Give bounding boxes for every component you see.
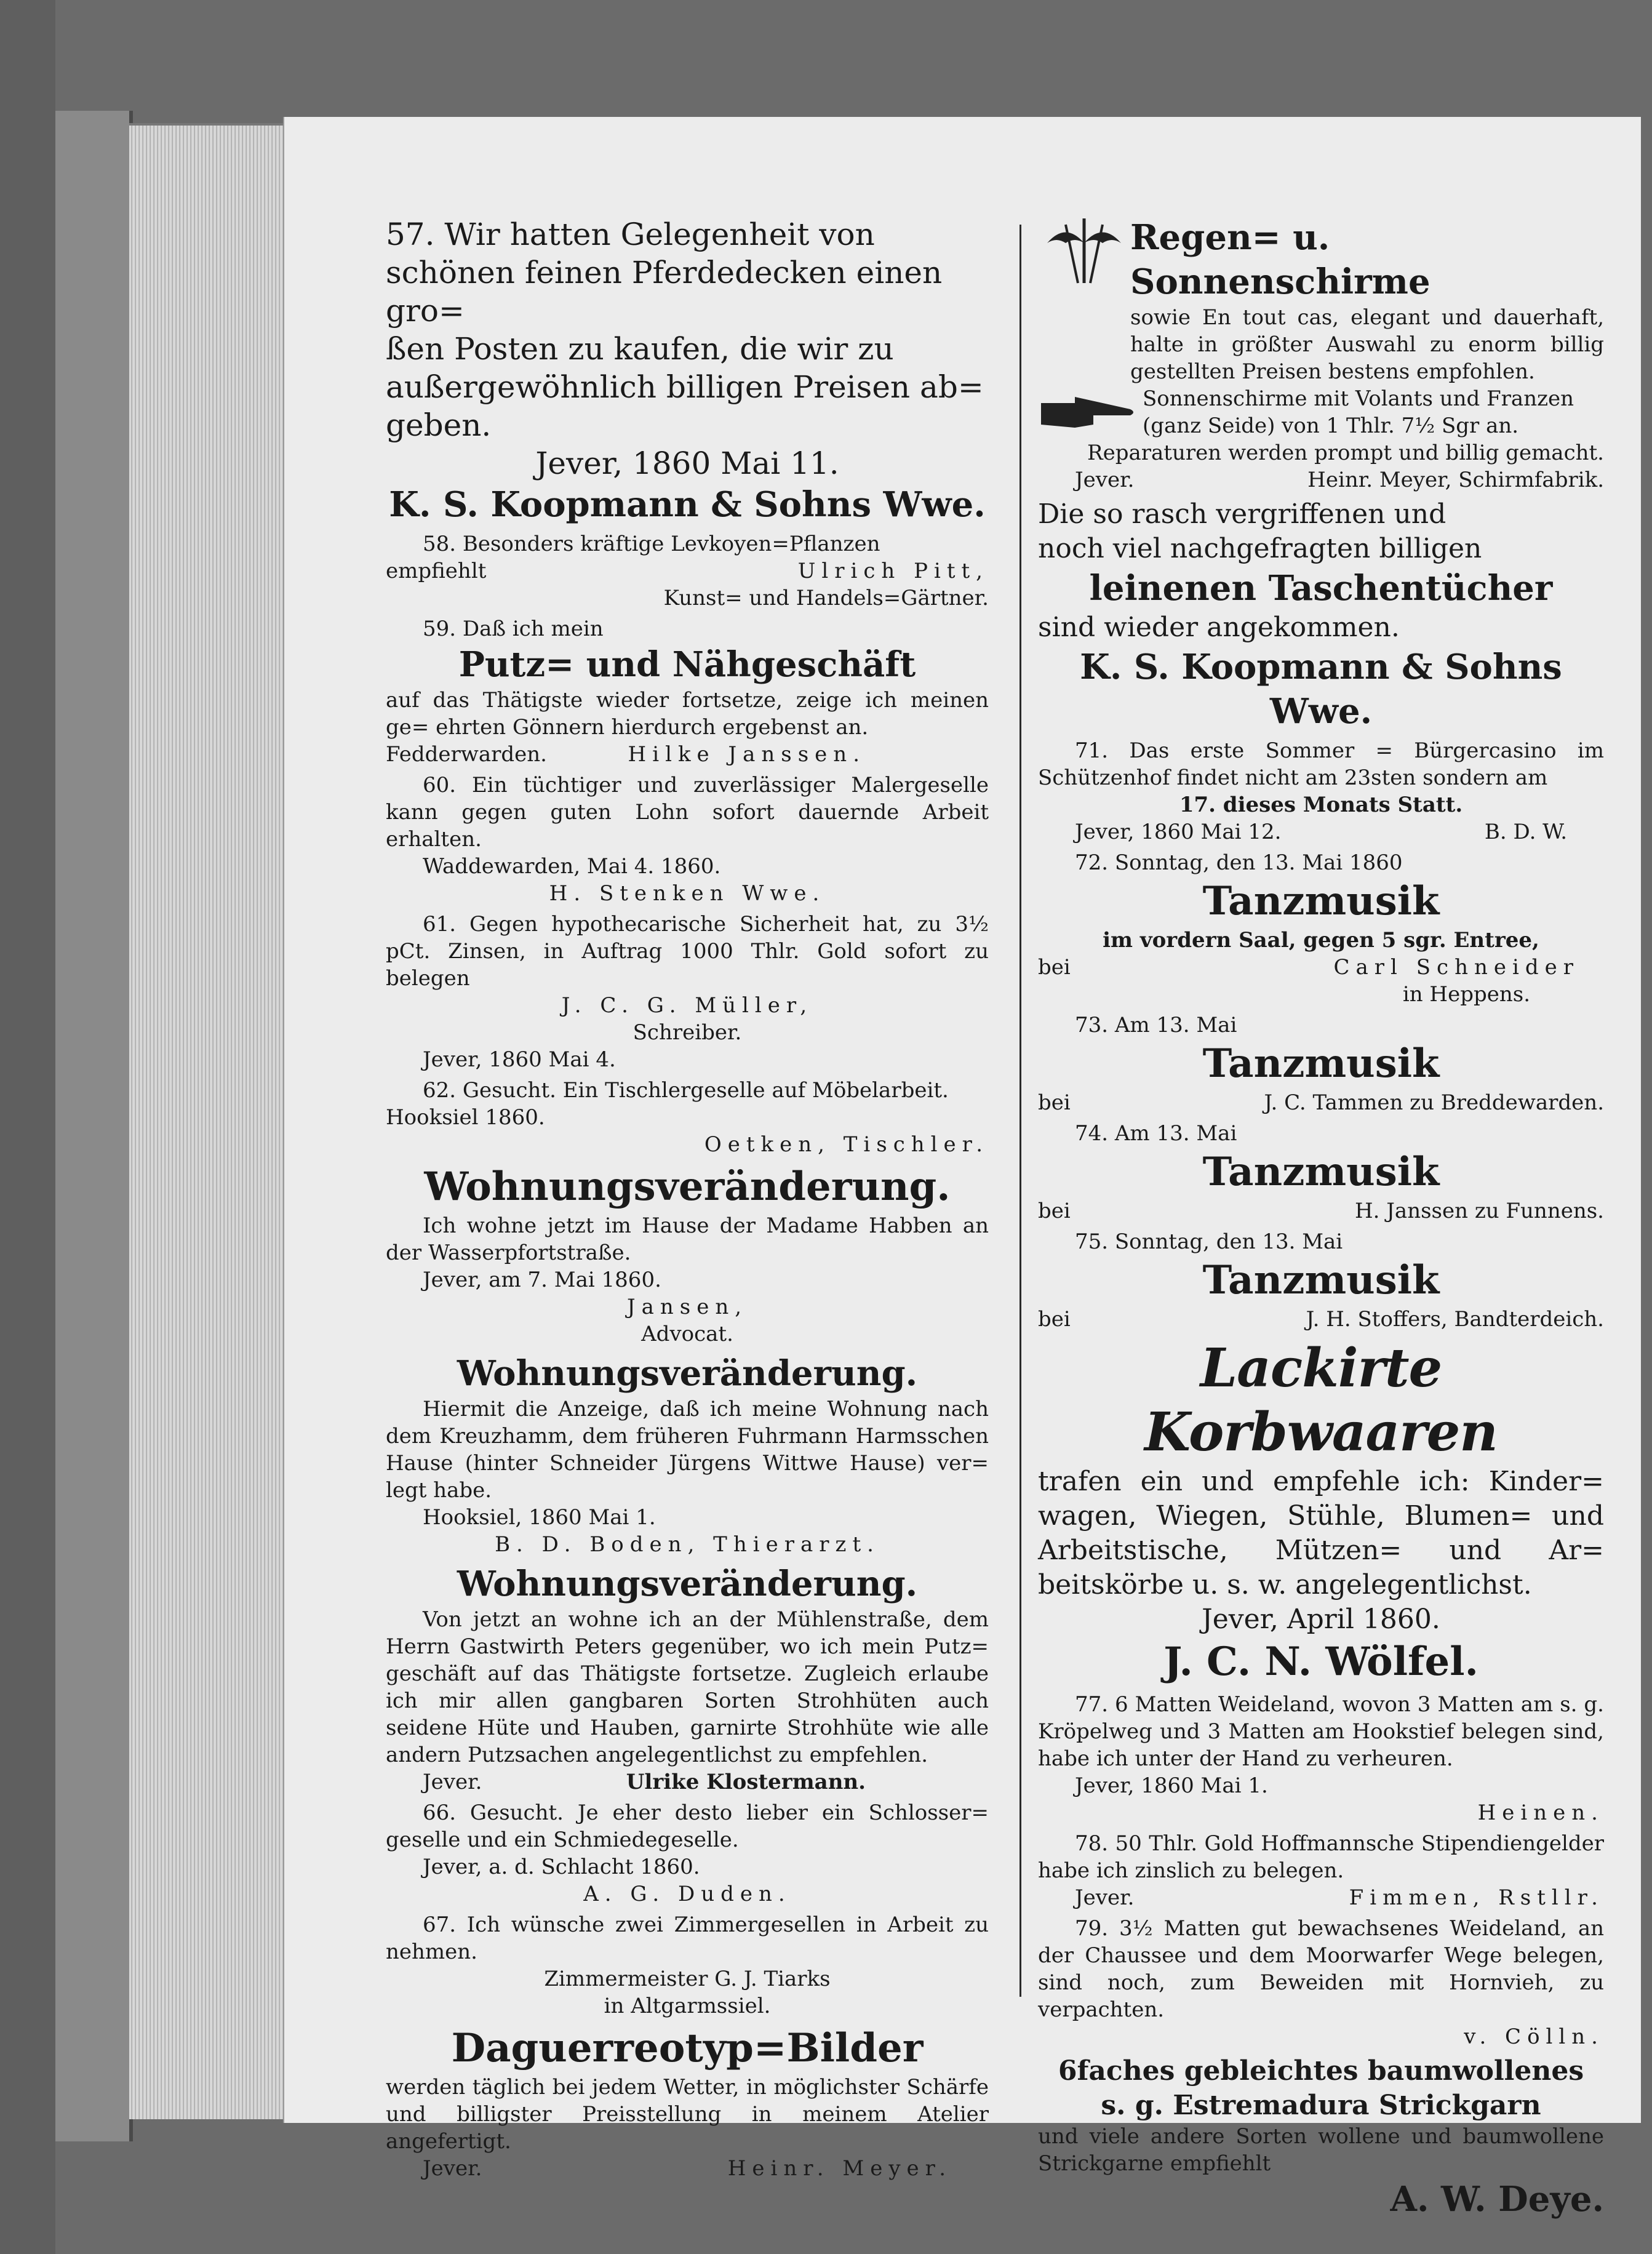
ad-78 [1038, 1830, 1604, 1911]
ad-72-sub: im vordern Saal, gegen 5 sgr. Entree, [1103, 928, 1539, 953]
ad-taschentuecher-line: sind wieder angekommen. [1038, 612, 1400, 643]
ad-59-heading: Putz= und Nähgeschäft [458, 644, 916, 685]
ad-wohnung-2-date: Hooksiel, 1860 Mai 1. [423, 1505, 656, 1530]
ad-74-heading: Tanzmusik [1202, 1149, 1440, 1195]
ad-67 [386, 1911, 989, 2020]
ad-73-name: J. C. Tammen zu Breddewarden. [1264, 1090, 1604, 1115]
ad-wohnung-3-body: Von jetzt an wohne ich an der Mühlenstraße, dem Herrn Gastwirth Peters gegenüber, wo ich mein Putz= geschäft auf das Thätigste fortsetze. Zugleich erlaube ich mir allen gangbaren Sorten Strohhüten auch seidene Hüte und Hauben, garnirte Strohhüte wie alle andern Putzsachen angelegentlichst zu empfehlen. [386, 1607, 989, 1767]
book-cover-edge [55, 111, 133, 2141]
ad-59-name: Hilke Janssen. [628, 742, 866, 767]
ad-60-name: H. Stenken Wwe. [549, 881, 826, 906]
ad-75-bei: bei [1038, 1307, 1071, 1332]
ad-daguerreotyp-place: Jever. [423, 2156, 482, 2181]
ad-58 [386, 530, 989, 612]
umbrella-icon [1038, 215, 1130, 289]
ad-72-heading: Tanzmusik [1202, 878, 1440, 924]
column-divider [1020, 225, 1021, 1997]
ad-strickgarn [1038, 2054, 1604, 2221]
ad-73-bei: bei [1038, 1090, 1071, 1115]
ad-wohnung-1-name: Jansen, [626, 1295, 748, 1319]
ad-77-name: Heinen. [1477, 1800, 1604, 1825]
ad-wohnung-3-name: Ulrike Klostermann. [626, 1770, 866, 1794]
ad-62-name: Oetken, Tischler. [704, 1132, 989, 1157]
ad-74-text: 74. Am 13. Mai [1075, 1121, 1237, 1146]
ad-taschentuecher-heading: leinenen Taschentücher [1089, 568, 1553, 609]
ad-78-name: Fimmen, Rstllr. [1349, 1885, 1604, 1910]
ad-71-body: 71. Das erste Sommer = Bürgercasino im Schützenhof findet nicht am 23sten sondern am [1038, 738, 1604, 790]
ad-77-date: Jever, 1860 Mai 1. [1075, 1773, 1268, 1798]
ad-73-text: 73. Am 13. Mai [1075, 1013, 1237, 1037]
ad-66-date: Jever, a. d. Schlacht 1860. [423, 1855, 700, 1879]
ad-wohnung-1-body: Ich wohne jetzt im Hause der Madame Habben an der Wasserpfortstraße. [386, 1213, 989, 1265]
ad-71-date: Jever, 1860 Mai 12. [1075, 820, 1282, 844]
ad-57-line: 57. Wir hatten Gelegenheit von [386, 217, 875, 252]
ad-57-date: Jever, 1860 Mai 11. [535, 446, 839, 481]
ad-daguerreotyp-name: Heinr. Meyer. [727, 2156, 952, 2181]
ad-61-name: J. C. G. Müller, [561, 993, 813, 1018]
ad-korbwaaren-heading: Lackirte Korbwaaren [1144, 1337, 1498, 1463]
ad-umbrellas-repair: Reparaturen werden prompt und billig gemacht. [1087, 441, 1604, 465]
ad-daguerreotyp-heading: Daguerreotyp=Bilder [451, 2025, 924, 2071]
ad-60-body: 60. Ein tüchtiger und zuverlässiger Malergeselle kann gegen guten Lohn sofort dauernde Arbeit erhalten. [386, 773, 989, 852]
ad-75-text: 75. Sonntag, den 13. Mai [1075, 1229, 1343, 1254]
ad-wohnung-1-date: Jever, am 7. Mai 1860. [423, 1268, 661, 1292]
ad-57 [386, 215, 989, 527]
ad-umbrellas-place: Jever. [1075, 468, 1135, 492]
ad-67-place: in Altgarmssiel. [604, 1994, 771, 2018]
ad-60-date: Waddewarden, Mai 4. 1860. [423, 854, 721, 879]
ad-korbwaaren-signature: J. C. N. Wölfel. [1163, 1639, 1478, 1685]
ad-74-name: H. Janssen zu Funnens. [1355, 1199, 1604, 1223]
ad-72 [1038, 849, 1604, 1008]
ad-72-name: Carl Schneider [1333, 955, 1579, 980]
right-column [1038, 215, 1604, 2225]
ad-60 [386, 772, 989, 907]
ad-wohnung-2 [386, 1351, 989, 1558]
ad-57-line: schönen feinen Pferdedecken einen gro= [386, 255, 943, 329]
ad-taschentuecher-signature: K. S. Koopmann & Sohns Wwe. [1080, 647, 1562, 732]
ad-wohnung-3-heading: Wohnungsveränderung. [457, 1564, 918, 1604]
ad-wohnung-1-heading: Wohnungsveränderung. [424, 1164, 951, 1210]
ad-strickgarn-heading-2: s. g. Estremadura Strickgarn [1101, 2090, 1541, 2121]
ad-59 [386, 615, 989, 768]
ad-daguerreotyp [386, 2023, 989, 2182]
ad-73 [1038, 1012, 1604, 1116]
ad-taschentuecher-line: Die so rasch vergriffenen und [1038, 498, 1446, 530]
ad-71-signature: B. D. W. [1484, 820, 1567, 844]
ad-77 [1038, 1691, 1604, 1826]
ad-umbrellas-heading: Regen= u. Sonnenschirme [1130, 217, 1431, 302]
ad-79 [1038, 1915, 1604, 2050]
ad-wohnung-2-heading: Wohnungsveränderung. [457, 1353, 918, 1394]
ad-62-place: Hooksiel 1860. [386, 1105, 545, 1130]
ad-korbwaaren [1038, 1337, 1604, 1687]
ad-61-role: Schreiber. [632, 1020, 742, 1045]
ad-58-empfiehlt: empfiehlt [386, 559, 487, 583]
ad-66-body: 66. Gesucht. Je eher desto lieber ein Schlosser= geselle und ein Schmiedegeselle. [386, 1800, 989, 1852]
ad-75-name: J. H. Stoffers, Bandterdeich. [1306, 1307, 1604, 1332]
ad-wohnung-3 [386, 1562, 989, 1796]
ad-57-line: geben. [386, 407, 492, 443]
ad-58-text: 58. Besonders kräftige Levkoyen=Pflanzen [423, 532, 880, 556]
ad-umbrellas-offer-1: Sonnenschirme mit Volants und Franzen [1143, 386, 1574, 411]
pointing-hand-icon [1038, 391, 1143, 434]
ad-umbrellas-body: sowie En tout cas, elegant und dauerhaft, halte in größter Auswahl zu enorm billig gestellten Preisen bestens empfohlen. [1130, 305, 1604, 384]
dark-background [0, 0, 55, 2254]
ad-umbrellas [1038, 215, 1604, 494]
ad-74-bei: bei [1038, 1199, 1071, 1223]
ad-66 [386, 1799, 989, 1908]
ad-62-body: 62. Gesucht. Ein Tischlergeselle auf Möbelarbeit. [423, 1078, 949, 1103]
left-column [386, 215, 989, 2186]
ad-67-body: 67. Ich wünsche zwei Zimmergesellen in Arbeit zu nehmen. [386, 1912, 989, 1964]
ad-61-body: 61. Gegen hypothecarische Sicherheit hat, zu 3½ pCt. Zinsen, in Auftrag 1000 Thlr. Gold sofort zu belegen [386, 912, 989, 991]
ad-79-name: v. Cölln. [1464, 2024, 1604, 2049]
ad-wohnung-1 [386, 1162, 989, 1348]
ad-umbrellas-offer-2: (ganz Seide) von 1 Thlr. 7½ Sgr an. [1143, 414, 1519, 438]
ad-75 [1038, 1228, 1604, 1333]
ad-72-place: in Heppens. [1402, 982, 1530, 1007]
ad-korbwaaren-body: trafen ein und empfehle ich: Kinder= wagen, Wiegen, Stühle, Blumen= und Arbeitstische, Mützen= und Ar= beitskörbe u. s. w. angelegentlichst. [1038, 1466, 1604, 1601]
ad-strickgarn-body: und viele andere Sorten wollene und baumwollene Strickgarne empfiehlt [1038, 2124, 1604, 2176]
ad-wohnung-2-body: Hiermit die Anzeige, daß ich meine Wohnung nach dem Kreuzhamm, dem früheren Fuhrmann Harmsschen Hause (hinter Schneider Jürgens Wittwe Hause) ver= legt habe. [386, 1397, 989, 1503]
ad-71 [1038, 737, 1604, 845]
ad-strickgarn-heading-1: 6faches gebleichtes baumwollenes [1058, 2055, 1584, 2087]
ad-umbrellas-name: Heinr. Meyer, Schirmfabrik. [1307, 468, 1604, 492]
ad-62 [386, 1077, 989, 1158]
ad-72-bei: bei [1038, 955, 1071, 980]
ad-61 [386, 911, 989, 1073]
ad-57-signature: K. S. Koopmann & Sohns Wwe. [389, 484, 986, 525]
newspaper-page [283, 117, 1641, 2220]
ad-taschentuecher-line: noch viel nachgefragten billigen [1038, 533, 1482, 564]
ad-59-body: auf das Thätigste wieder fortsetze, zeige ich meinen ge= ehrten Gönnern hierdurch ergebenst an. [386, 688, 989, 740]
ad-strickgarn-signature: A. W. Deye. [1390, 2179, 1604, 2220]
ad-72-text: 72. Sonntag, den 13. Mai 1860 [1075, 850, 1403, 875]
ad-58-name: Ulrich Pitt, [797, 559, 989, 583]
ad-57-line: ßen Posten zu kaufen, die wir zu [386, 331, 894, 367]
ad-79-body: 79. 3½ Matten gut bewachsenes Weideland, an der Chaussee und dem Moorwarfer Wege belegen, sind noch, zum Beweiden mit Hornvieh, zu verpachten. [1038, 1916, 1604, 2022]
page-edges [129, 123, 283, 2119]
ad-wohnung-2-name: B. D. Boden, Thierarzt. [495, 1532, 880, 1557]
ad-78-place: Jever. [1075, 1885, 1135, 1910]
ad-71-bold: 17. dieses Monats Statt. [1179, 793, 1463, 817]
ad-74 [1038, 1120, 1604, 1225]
ad-66-name: A. G. Duden. [583, 1882, 791, 1906]
ad-taschentuecher [1038, 497, 1604, 733]
ad-73-heading: Tanzmusik [1202, 1041, 1440, 1087]
ad-67-name: Zimmermeister G. J. Tiarks [544, 1967, 831, 1991]
ad-59-place: Fedderwarden. [386, 742, 547, 767]
ad-korbwaaren-date: Jever, April 1860. [1202, 1604, 1440, 1635]
ad-61-date: Jever, 1860 Mai 4. [423, 1047, 616, 1072]
ad-75-heading: Tanzmusik [1202, 1257, 1440, 1303]
ad-77-body: 77. 6 Matten Weideland, wovon 3 Matten am s. g. Kröpelweg und 3 Matten am Hookstief belegen sind, habe ich unter der Hand zu verheuren. [1038, 1692, 1604, 1771]
ad-wohnung-1-role: Advocat. [641, 1322, 733, 1346]
ad-59-text: 59. Daß ich mein [423, 617, 604, 641]
ad-daguerreotyp-body: werden täglich bei jedem Wetter, in möglichster Schärfe und billigster Preisstellung in meinem Atelier angefertigt. [386, 2075, 989, 2154]
ad-78-body: 78. 50 Thlr. Gold Hoffmannsche Stipendiengelder habe ich zinslich zu belegen. [1038, 1831, 1604, 1883]
ad-wohnung-3-place: Jever. [423, 1770, 482, 1794]
ad-58-role: Kunst= und Handels=Gärtner. [663, 586, 989, 610]
ad-57-line: außergewöhnlich billigen Preisen ab= [386, 369, 984, 405]
